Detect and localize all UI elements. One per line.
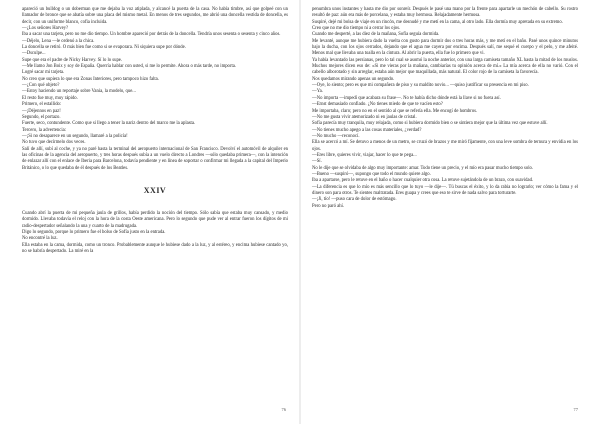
right-page [300,0,600,424]
paragraph: Iba a sacar una tarjeta, pero no me dio tiempo. Un hombre apareció por detrás de la doncella. Tendría unos sesenta o sesenta y cinco años. [22,32,281,38]
paragraph: Logré sacar mi tarjeta. [22,70,65,76]
paragraph: Segundo, el portazo. [22,114,61,120]
left-text-before [22,7,288,172]
right-text [312,7,578,210]
paragraph: —No importa —impedí que acabara su frase—. No te había dicho dónde está la llave si no fuera así. [312,95,501,101]
paragraph: Supe que era el padre de Nicky Harvey. Sí lo lo supe. [22,57,123,63]
paragraph: Suspiré, dejé mi bolsa de viaje en un rincón, me desnudé y me metí en la cama, al otro lado. Ella dormía muy apretada en su extremo. [312,19,563,25]
paragraph: Iba a apartarse, pero le retuve en el baño o hacer cualquier otra cosa. La retuve sujetándola de un brazo, con suavidad. [312,178,534,184]
page-number-right: 77 [573,407,578,412]
page-number-left: 76 [281,407,286,412]
paragraph: El resto fue muy, muy rápido. [22,95,78,101]
paragraph: Me levanté, aunque me hubiera dado la vuelta con gusto para dormir dos o tres horas más, y me metí en el baño. Pasé unos quince minutos bajo la ducha, con los ojos cerrados, dejando que el agua me cayera por encima. Después salí, me sequé el cuerpo y el pelo, y me afeité. Menos mal que llevaba una toalla en la cintura. Al abrir la puerta, ella fue lo primero que vi. [312,38,578,57]
paragraph: Digo lo segundo, porque lo primero fue el bolso de Sofía justo en la entrada. [22,229,166,235]
paragraph: —No mucho —reconocí. [312,133,360,139]
paragraph: Sofía parecía muy tranquila, muy relajada, como si hubiera dormido bien o se sintiera mejor que la última vez que estuve allí. [312,121,548,127]
paragraph: —No tienes mucho apego a las cosas materiales, ¿verdad? [312,127,422,133]
paragraph: —La diferencia es que lo mío es más sencillo que lo tuyo —le dije—. Tú buscas el éxito, y lo da rabia no lograrlo; ver cómo la fama y el dinero son para otros. Te sientes maltratada. Eres guapa y crees que eso te sirve de nada salvo para torturarte. [312,184,578,196]
paragraph: No tuvo que decírmelo dos veces. [22,140,86,146]
paragraph: Me importaba, claro; pero no en el sentido al que se refería ella. Me encogí de hombros. [312,108,478,114]
paragraph: —Ya. [312,89,323,95]
chapter-heading: XXIV [143,185,167,195]
paragraph: Cuando abrí la puerta de mi pequeña jaula de grillos, había perdido la noción del tiempo. Sólo sabía que estaba muy cansado, y medio dormido. Llevaba todavía el reloj con la hora de la costa Oeste americana. Pero lo segundo que pude ver al entrar fueron los dígitos de mi radio-despertador señalando la una y cuarto de la madrugada. [22,210,288,229]
paragraph: —No me gusta vivir atemorizado ni en jaulas de cristal. [312,114,417,120]
paragraph: Fuerte, seco, contundente. Como que si llego a tener la nariz dentro del marco me la aplasta. [22,121,196,127]
paragraph: No creo que supiera lo que era Zonas Interiores, pero tampoco hizo falta. [22,76,159,82]
paragraph: Ella se acercó a mí. Se detuvo a menos de un metro, se cruzó de brazos y me miró fijamente, con una leve sombra de ternura y envidia en los ojos. [312,140,578,152]
paragraph: No encontré la luz. [22,236,58,242]
paragraph: —¿Con qué objeto? [22,83,60,89]
paragraph: —¡Ji, tío! —puso cara de dolor de estómago. [312,197,397,203]
paragraph: —Bueno —suspiró—, supongo que todo el mundo quiere algo. [312,171,431,177]
paragraph: —Oye, lo siento; pero es que mi compañera de piso y su maldito novio... —quiso justificar su presencia en mi piso. [312,83,529,89]
paragraph: —Ernst demasiado confiado. ¿No tienes miedo de que te vacíen esto? [312,102,443,108]
paragraph: Salí de allí, subí al coche, y ya no paré hasta la terminal del aeropuerto internacional de San Francisco. Devolví el automóvil de alquiler en las oficinas de la agencia del aeropuerto, y tres horas después subía a un vuelo directo a Londres —sólo quedaba primera—, con la intención de enlazar allí con el enlace de Iberia para Barcelona, todavía pendiente y en línea de soportar o confirmar mi llegada a la capital del Imperio Británico, o lo que quedaba de él después de los Beatles. [22,146,288,171]
paragraph: —Eres libre, quieres vivir, viajar, hacer lo que te pega... [312,152,417,158]
paragraph: Creo que no me dio tiempo ni a cerrar los ojos. [312,26,401,32]
paragraph: Cuando me desperté, a las diez de la mañana, Sofía seguía dormida. [312,32,440,38]
paragraph: —¿Los señores Harvey? [22,26,69,32]
paragraph: —Estoy haciendo un reportaje sobre Vania, la modelo, que... [22,89,136,95]
paragraph: —Sí. [312,159,322,165]
paragraph: No le dije que se olvidaba de algo muy importante: amar. Todo tiene un precio, y el mío era pasar mucho tiempo solo. [312,165,534,171]
paragraph: —¡Si no desaparece en un segundo, llamaré a la policía! [22,133,128,139]
paragraph: Ya había levantado las persianas, pero lo tal cual se asomó la noche anterior, con una larga camiseta tamaño XL hasta la mitad de los muslos. Muchos mejores dicen eso de: «Si me vieras por la mañana, cambiarías tu opinión acerca de mí.» La mía acerca de ella no varió. Con el cabello alborotado y sin arreglar, estaba aún mejor que maquillada, más natural. El color rojo de la camiseta la favorecía. [312,57,578,76]
paragraph: —Me llamo Jon Boix y soy de España. Querría hablar con usted, si me lo permite. Ahora o más tarde, no importa. [22,64,237,70]
paragraph: Tercero, la advertencia: [22,127,67,133]
paragraph: Primero, el estallido: [22,102,62,108]
paragraph: penumbra unos instantes y hasta me dio por sonreír. Después le pasé una mano por la frente para apartarle un mechón de cabello. Su rostro resultó de paz: aún era más de porcelana, y estaba muy hermosa. Relajadamente hermosa. [312,7,578,19]
paragraph: —¡Déjennos en paz! [22,108,61,114]
paragraph: Pero no paró ahí. [312,203,345,209]
paragraph: —Déjelo, Lena —le ordenó a la chica. [22,38,95,44]
paragraph: Ella estaba en la cama, dormida, como un tronco. Probablemente aunque le hubiese dado a la luz, y al estéreo, y encima hubiese cantado yo, no se habría despertado. La miré en la [22,242,288,254]
paragraph: La doncella se retiró. O más bien fue como si se evaporara. Ni siquiera supe por dónde. [22,45,186,51]
paragraph: —Dsculpe... [22,51,46,57]
paragraph: Nos quedamos mirando apenas un segundo. [312,76,395,82]
paragraph: apareció un bulldog o un doberman que me dejaba la voz atiplada, y alcancé la puerta de la casa. No había timbre, así que golpeé con un llamador de bronce que se abatía sobre una placa del mismo metal. En menos de tres segundos, me abrió una doncella vestida de doncella, es decir, con un uniforme blanco, cofia incluida. [22,7,288,25]
left-text-after [22,211,288,255]
